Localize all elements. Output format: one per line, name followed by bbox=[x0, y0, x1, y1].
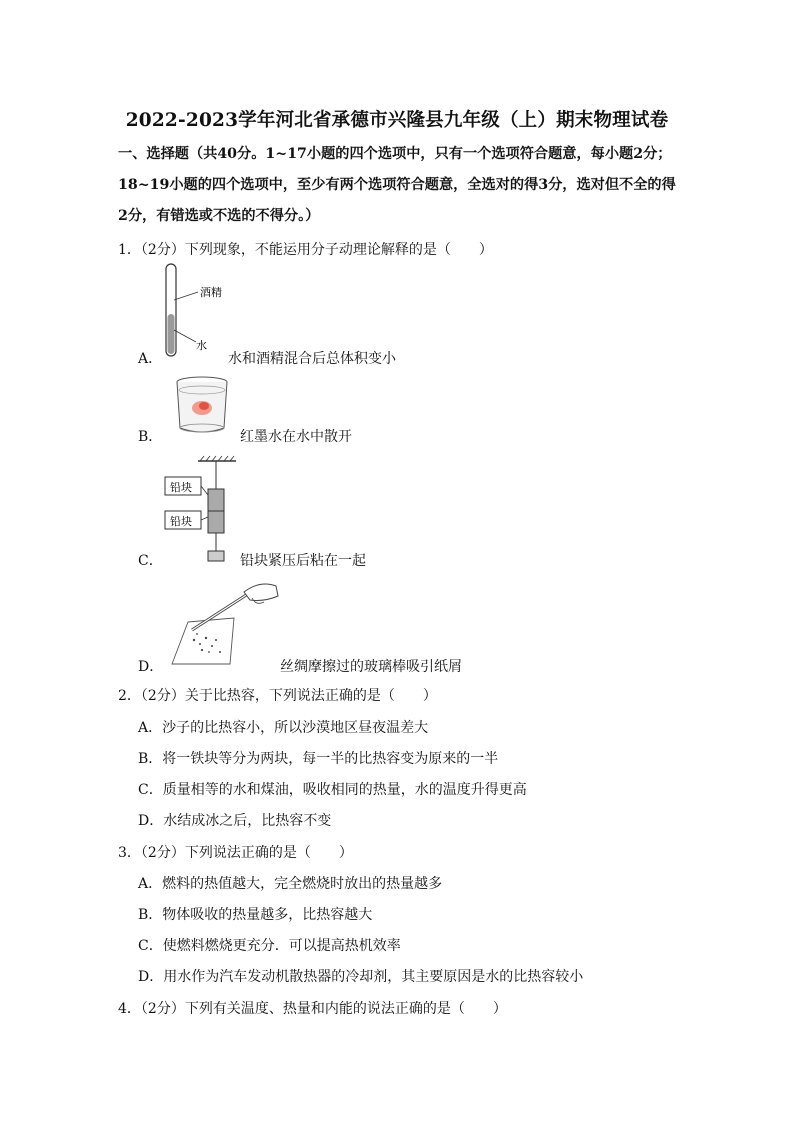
lead-blocks-figure bbox=[164, 455, 244, 565]
q1-option-a-label: A． bbox=[138, 351, 163, 367]
lead-block-label-2: 铅块 bbox=[170, 515, 192, 528]
q3-option-d: D．用水作为汽车发动机散热器的冷却剂，其主要原因是水的比热容较小 bbox=[138, 969, 584, 985]
question-3-stem: 3．（2分）下列说法正确的是（ ） bbox=[118, 845, 353, 861]
beaker-ink-figure bbox=[172, 372, 238, 438]
q1-option-b-text: 红墨水在水中散开 bbox=[240, 429, 352, 445]
q1-option-d-text: 丝绸摩擦过的玻璃棒吸引纸屑 bbox=[280, 659, 462, 675]
q2-option-d: D．水结成冰之后，比热容不变 bbox=[138, 813, 332, 829]
test-tube-figure bbox=[160, 262, 230, 362]
q1-option-b-label: B． bbox=[138, 429, 163, 445]
page-title: 2022-2023学年河北省承德市兴隆县九年级（上）期末物理试卷 bbox=[125, 110, 669, 131]
q3-option-c: C．使燃料燃烧更充分．可以提高热机效率 bbox=[138, 938, 401, 954]
glass-rod-figure bbox=[164, 578, 284, 668]
q1-option-a-text: 水和酒精混合后总体积变小 bbox=[228, 351, 396, 367]
q2-option-b: B．将一铁块等分为两块，每一半的比热容变为原来的一半 bbox=[138, 751, 499, 767]
q2-option-c: C．质量相等的水和煤油，吸收相同的热量，水的温度升得更高 bbox=[138, 782, 527, 798]
q1-option-c-label: C． bbox=[138, 553, 163, 569]
water-label: 水 bbox=[196, 339, 207, 352]
q2-option-a: A．沙子的比热容小，所以沙漠地区昼夜温差大 bbox=[138, 720, 429, 736]
q3-option-a: A．燃料的热值越大，完全燃烧时放出的热量越多 bbox=[138, 876, 443, 892]
lead-block-label-1: 铅块 bbox=[170, 481, 192, 494]
section-heading: 一、选择题（共40分。1~17小题的四个选项中，只有一个选项符合题意，每小题2分；18~19小题的四个选项中，至少有两个选项符合题意，全选对的得3分，选对但不全的得2分，有错选或不选的不得分。） bbox=[118, 146, 676, 224]
q1-option-d-label: D． bbox=[138, 659, 164, 675]
question-4-stem: 4．（2分）下列有关温度、热量和内能的说法正确的是（ ） bbox=[118, 1001, 507, 1017]
q1-option-c-text: 铅块紧压后粘在一起 bbox=[240, 553, 366, 569]
question-1-stem: 1．（2分）下列现象，不能运用分子动理论解释的是（ ） bbox=[118, 242, 493, 258]
q3-option-b: B．物体吸收的热量越多，比热容越大 bbox=[138, 907, 373, 923]
question-2-stem: 2．（2分）关于比热容，下列说法正确的是（ ） bbox=[118, 688, 437, 704]
alcohol-label: 酒精 bbox=[200, 286, 222, 299]
